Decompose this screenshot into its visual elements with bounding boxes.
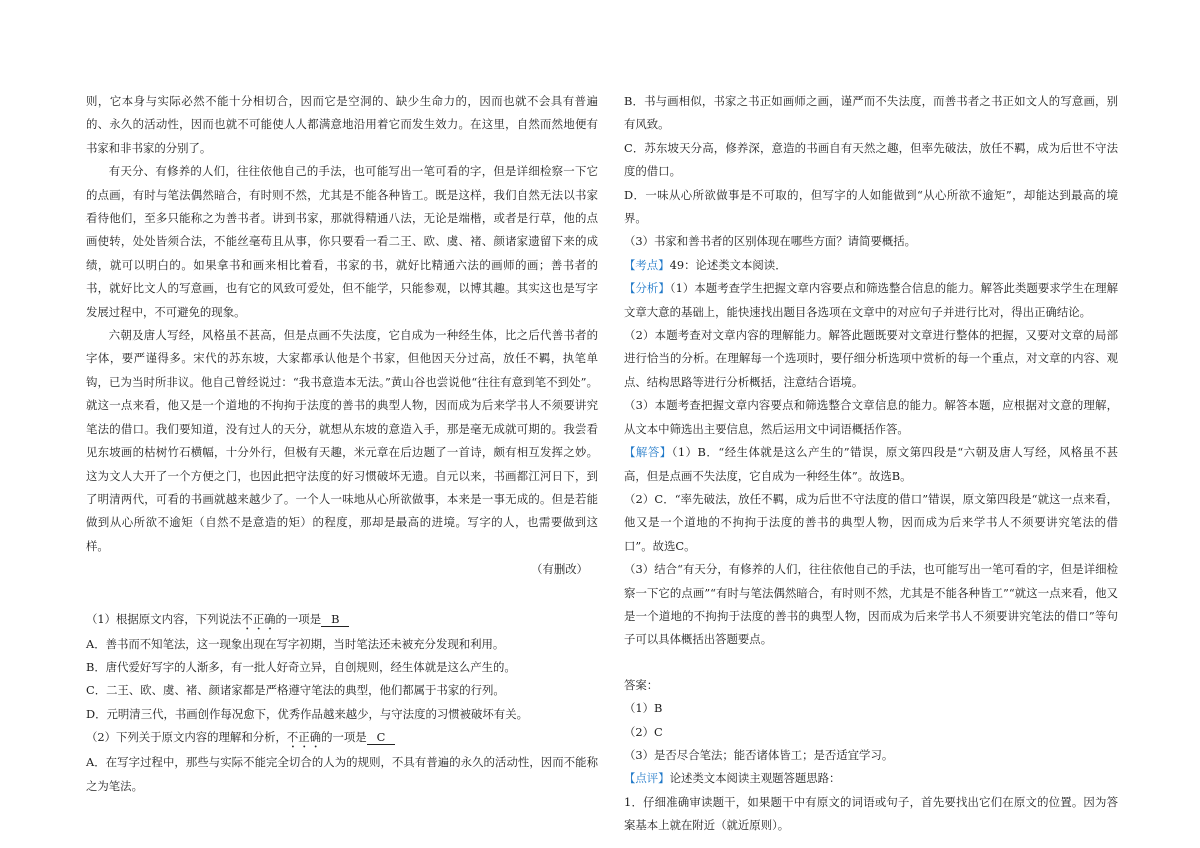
question-3-stem: （3）书家和善书者的区别体现在哪些方面？请简要概括。	[624, 234, 917, 249]
question-2-stem: （2）下列关于原文内容的理解和分析，不正确的一项是 C	[86, 726, 598, 751]
question-2-option-c: C．苏东坡天分高，修养深，意造的书画自有天然之趣，但率先破法，放任不羁，成为后世不守法度的借口。	[624, 140, 1118, 179]
jieda-paragraph-2: （2）C．“率先破法，放任不羁，成为后世不守法度的借口”错误，原文第四段是“就这一点来看，他又是一个道地的不拘拘于法度的善书的典型人物，因而成为后来学书人不须要讲究笔法的借口”。故选C。	[624, 491, 1118, 553]
answer-label: 答案：	[624, 677, 659, 692]
answer-2: （2）C	[624, 724, 663, 739]
question-1-stem: （1）根据原文内容，下列说法不正确的一项是 B	[86, 608, 598, 633]
passage-paragraph-2: 有天分、有修养的人们，往往依他自己的手法，也可能写出一笔可看的字，但是详细检察一下它的点画，有时与笔法偶然暗合，有时则不然，尤其是不能各种皆工。既是这样，我们自然无法以书家看待他们，至多只能称之为善书者。讲到书家，那就得精通八法，无论是端楷，或者是行草，他的点画使转，处处皆须合法，不能丝毫苟且从事，你只要看一看二王、欧、虞、褚、颜诸家遗留下来的成绩，就可以明白的。如果拿书和画来相比着看，书家的书，就好比精通六法的画师的画；善书者的书，就好比文人的写意画，也有它的风致可爱处，但不能学，只能参观，以博其趣。其实这也是写字发展过程中，不可避免的现象。	[86, 164, 598, 319]
fenxi-section: 【分析】（1）本题考查学生把握文章内容要点和筛选整合信息的能力。解答此类题要求学生在理解文章大意的基础上，能快速找出题目各选项在文章中的对应句子并进行比对，得出正确结论。	[624, 281, 1118, 319]
fenxi-paragraph-2: （2）本题考查对文章内容的理解能力。解答此题既要对文章进行整体的把握，又要对文章的局部进行恰当的分析。在理解每一个选项时，要仔细分析选项中赏析的每一个重点，对文章的内容、观点、结构思路等进行分析概括，注意结合语境。	[624, 328, 1118, 389]
kaodian-tag: 【考点】	[624, 257, 670, 272]
dianping-section: 【点评】论述类文本阅读主观题答题思路：	[624, 771, 841, 786]
answer-1: （1）B	[624, 701, 663, 716]
source-note: （有删改）	[531, 562, 588, 577]
negation-word: 不正确	[286, 730, 322, 745]
question-2-option-b: B．书与画相似，书家之书正如画师之画，谨严而不失法度，而善书者之书正如文人的写意画，别有风致。	[624, 94, 1118, 132]
jieda-section: 【解答】（1）B．“经生体就是这么产生的”错误，原文第四段是“六朝及唐人写经，风格虽不甚高，但是点画不失法度，它自成为一种经生体”。故选B。	[624, 445, 1118, 483]
fenxi-tag: 【分析】	[624, 281, 670, 296]
fenxi-paragraph-3: （3）本题考查把握文章内容要点和筛选整合文章信息的能力。解答本题，应根据对文意的理解，从文本中筛选出主要信息，然后运用文中词语概括作答。	[624, 398, 1118, 436]
jieda-tag: 【解答】	[624, 445, 672, 460]
kaodian-section: 【考点】49：论述类文本阅读．	[624, 257, 787, 272]
negation-word: 不正确	[241, 611, 276, 626]
question-2-option-a: A．在写字过程中，那些与实际不能完全切合的人为的规则，不具有普遍的永久的活动性，因而不能称之为笔法。	[86, 755, 598, 793]
dianping-paragraph-1: 1．仔细准确审读题干，如果题干中有原文的词语或句子，首先要找出它们在原文的位置。因为答案基本上就在附近（就近原则）。	[624, 794, 1118, 833]
passage-paragraph-1: 则，它本身与实际必然不能十分相切合，因而它是空洞的、缺少生命力的，因而也就不会具有普遍的、永久的活动性，因而也就不可能使人人都满意地沿用着它而发生效力。在这里，自然而然地便有书家和非书家的分别了。	[86, 94, 598, 155]
question-1-option-c: C．二王、欧、虞、褚、颜诸家都是严格遵守笔法的典型，他们都属于书家的行列。	[86, 683, 505, 698]
question-1-option-a: A．善书而不知笔法，这一现象出现在写字初期，当时笔法还未被充分发现和利用。	[86, 636, 505, 651]
question-2-option-d: D．一味从心所欲做事是不可取的，但写字的人如能做到“从心所欲不逾矩”，却能达到最高的境界。	[624, 187, 1118, 226]
jieda-paragraph-3: （3）结合“有天分，有修养的人们，往往依他自己的手法，也可能写出一笔可看的字，但是详细检察一下它的点画”“有时与笔法偶然暗合，有时则不然，尤其是不能各种皆工”“就这一点来看，他又是一个道地的不拘拘于法度的善书的典型人物，因而成为后来学书人不须要讲究笔法的借口”等句子可以具体概括出答题要点。	[624, 562, 1118, 647]
left-column	[86, 90, 598, 798]
answer-3: （3）是否尽合笔法；能否诸体皆工；是否适宜学习。	[624, 747, 894, 762]
passage-paragraph-3: 六朝及唐人写经，风格虽不甚高，但是点画不失法度，它自成为一种经生体，比之后代善书者的字体，要严谨得多。宋代的苏东坡，大家都承认他是个书家，但他因天分过高，放任不羁，执笔单钩，已为当时所非议。他自己曾经说过：“我书意造本无法。”黄山谷也尝说他“往往有意到笔不到处”。就这一点来看，他又是一个道地的不拘拘于法度的善书的典型人物，因而成为后来学书人不须要讲究笔法的借口。我们要知道，没有过人的天分，就想从东坡的意造入手，那是毫无成就可期的。我尝看见东坡画的枯树竹石横幅，十分外行，但极有天趣，米元章在后边题了一首诗，颇有相互发挥之妙。这为文人大开了一个方便之门，也因此把守法度的好习惯破坏无遗。自元以来，书画都江河日下，到了明清两代，可看的书画就越来越少了。一个人一味地从心所欲做事，本来是一事无成的。但是若能做到从心所欲不逾矩（自然不是意造的矩）的程度，那却是最高的进境。写字的人，也需要做到这样。	[86, 328, 598, 553]
right-column	[624, 90, 1118, 838]
answer-blank: C	[367, 731, 396, 745]
question-1-option-d: D．元明清三代，书画创作每况愈下，优秀作品越来越少，与守法度的习惯被破坏有关。	[86, 706, 528, 721]
dianping-tag: 【点评】	[624, 771, 670, 786]
question-1-option-b: B．唐代爱好写字的人渐多，有一批人好奇立异，自创规则，经生体就是这么产生的。	[86, 659, 516, 674]
answer-blank: B	[321, 613, 349, 627]
